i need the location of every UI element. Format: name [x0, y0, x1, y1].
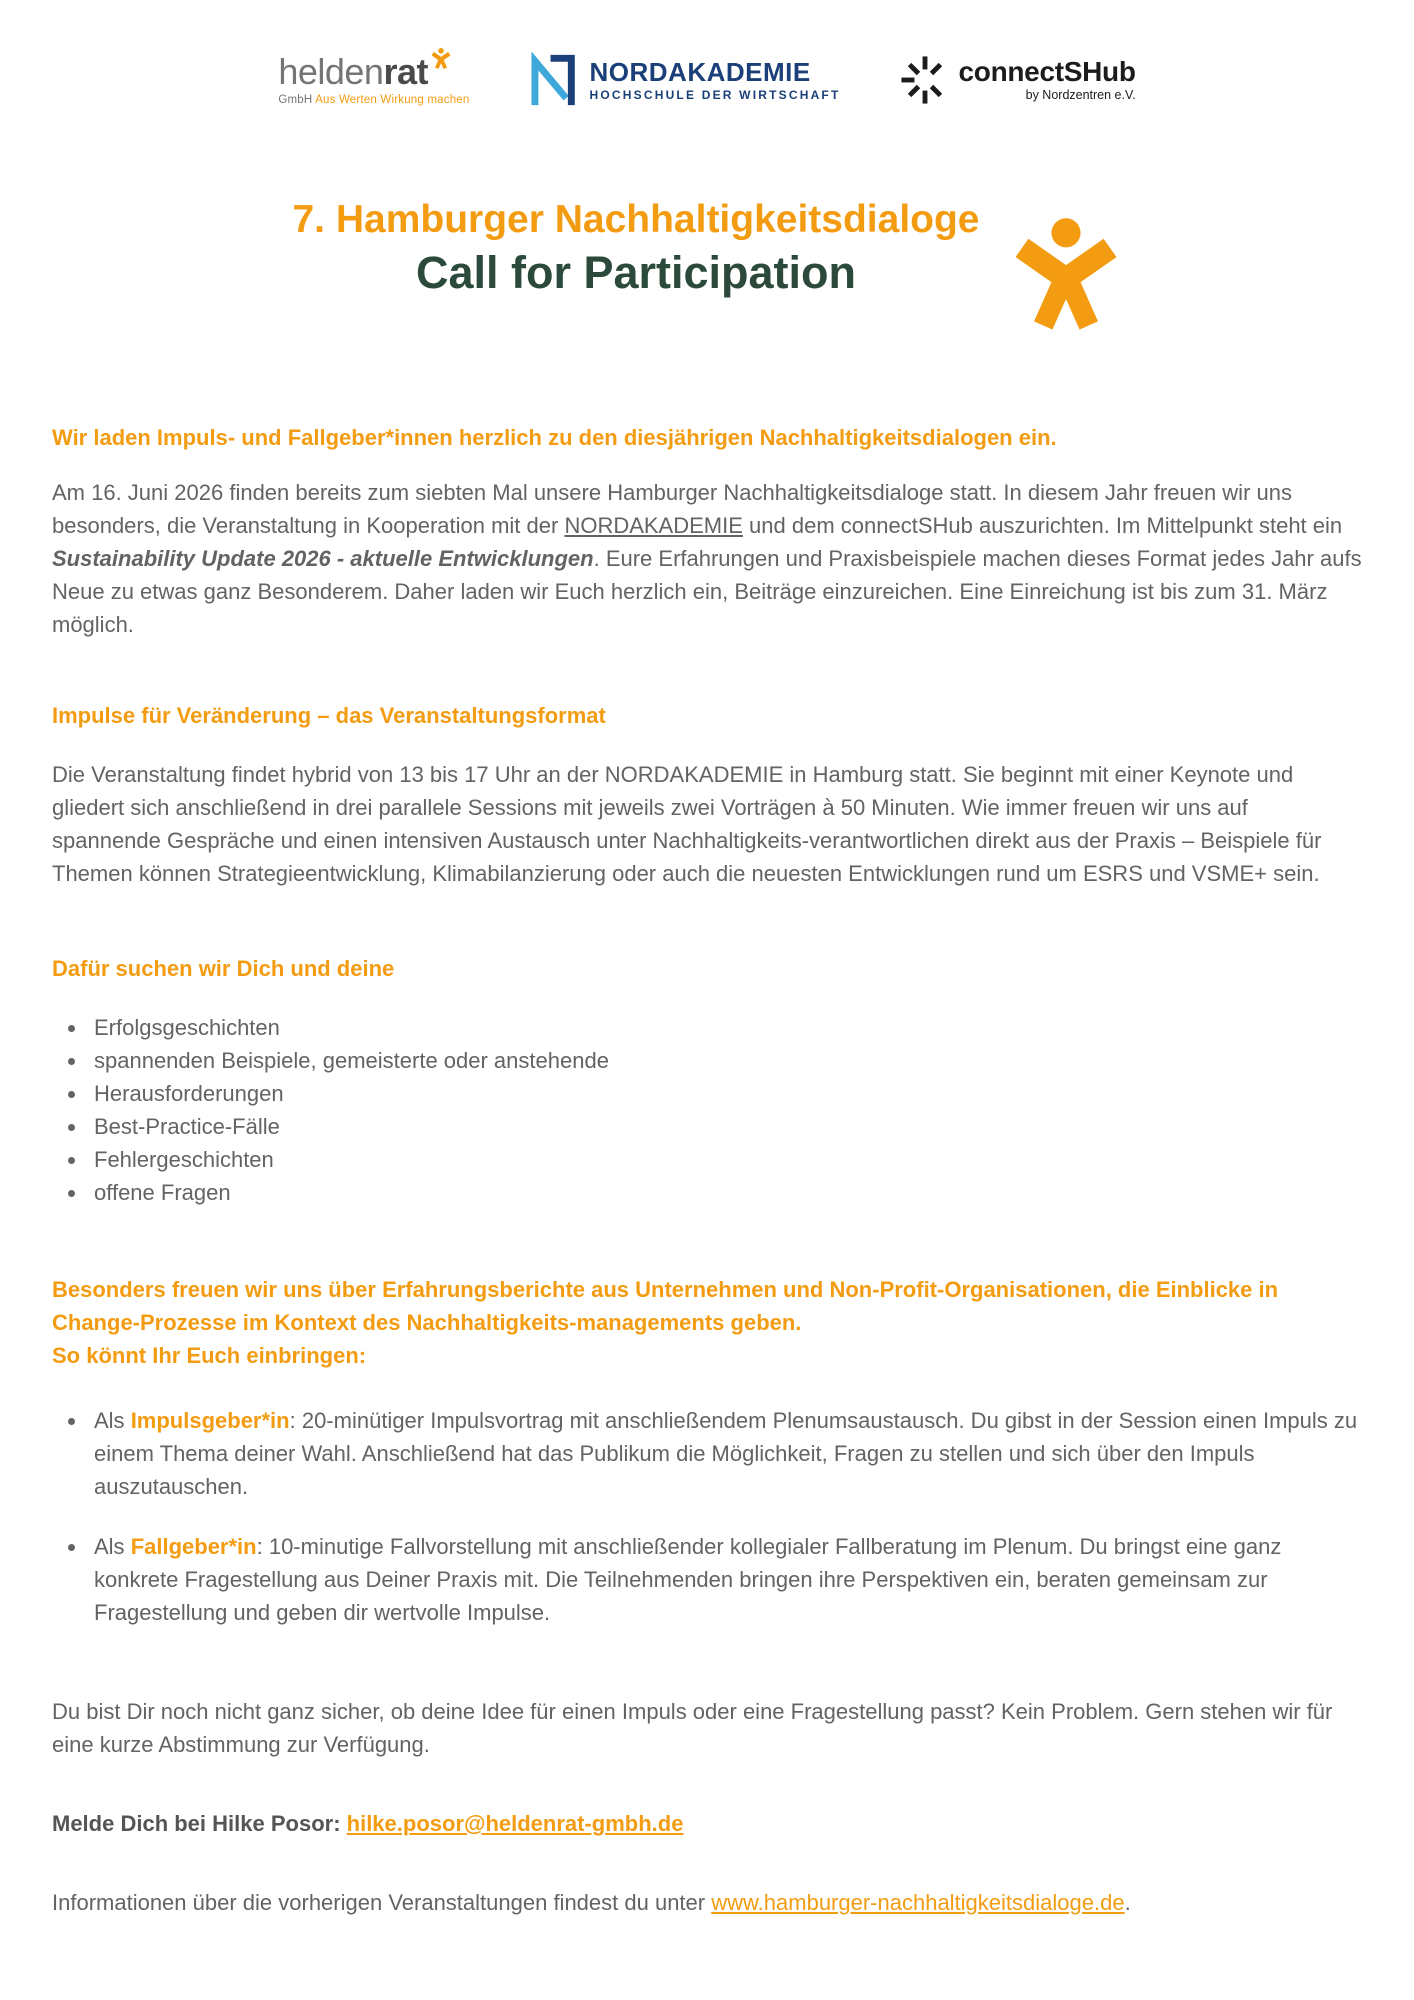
connectshub-logo: [899, 54, 1136, 106]
title-block: [0, 184, 1414, 301]
role-term-impulsgeber: Impulsgeber*in: [130, 1408, 290, 1433]
heldenrat-name-bold: rat: [383, 51, 428, 92]
seek-list: [52, 1011, 1362, 1209]
role-impulsgeber: [88, 1404, 1362, 1503]
list-item: • offene Fragen: [88, 1176, 1362, 1209]
document-body: [0, 421, 1414, 1919]
nordakademie-text: [590, 59, 841, 101]
connectshub-text: [959, 58, 1136, 102]
heldenrat-name-light: helden: [278, 51, 384, 92]
intro-focus-topic: Sustainability Update 2026 - aktuelle Entwicklungen: [52, 546, 594, 571]
list-item: • spannenden Beispiele, gemeisterte oder anstehende: [88, 1044, 1362, 1077]
contact-email-link[interactable]: hilke.posor@heldenrat-gmbh.de: [346, 1811, 684, 1836]
list-item: • Herausforderungen: [88, 1077, 1362, 1110]
intro-text-2: und dem connectSHub auszurichten. Im Mittelpunkt steht ein: [742, 513, 1343, 538]
heldenrat-wordmark: [278, 51, 452, 92]
page-title-line2: Call for Participation: [415, 246, 857, 298]
highlight-block: [52, 1273, 1362, 1372]
role-description: : 10-minutige Fallvorstellung mit anschließender kollegialer Fallberatung im Plenum. Du bringst eine ganz konkrete Fragestellung aus Deiner Praxis mit. Die Teilnehmenden bringen ihre Perspektiven ein, beraten gemeinsam zur Fragestellung und geben dir wertvolle Impulse.: [94, 1534, 1282, 1625]
nordakademie-logo: [528, 52, 841, 108]
connectshub-name: connectSHub: [958, 56, 1136, 88]
star-person-icon: [1010, 218, 1122, 335]
role-fallgeber: [88, 1530, 1362, 1629]
section-heading-format: Impulse für Veränderung – das Veranstaltungsformat: [52, 703, 606, 728]
intro-paragraph: [52, 476, 1362, 641]
highlight-line2: So könnt Ihr Euch einbringen:: [52, 1343, 367, 1368]
page-title-line1: 7. Hamburger Nachhaltigkeitsdialoge: [292, 198, 980, 241]
heldenrat-gmbh: GmbH: [278, 94, 313, 106]
info-period: .: [1124, 1890, 1131, 1915]
section-heading-seek: Dafür suchen wir Dich und deine: [52, 956, 395, 981]
list-item: • Erfolgsgeschichten: [88, 1011, 1362, 1044]
heldenrat-star-icon: [430, 48, 452, 70]
format-paragraph: Die Veranstaltung findet hybrid von 13 bis 17 Uhr an der NORDAKADEMIE in Hamburg statt. Sie beginnt mit einer Keynote und gliedert sich anschließend in drei parallele Sessions mit jeweils zwei Vorträgen à 50 Minuten. Wie immer freuen wir uns auf spannende Gespräche und einen intensiven Austausch unter Nachhaltigkeits-verantwortlichen direkt aus der Praxis – Beispiele für Themen können Strategieentwicklung, Klimabilanzierung oder auch die neuesten Entwicklungen rund um ESRS und VSME+ sein.: [52, 762, 1322, 886]
list-item: • Fehlergeschichten: [88, 1143, 1362, 1176]
closing-question: Du bist Dir noch nicht ganz sicher, ob deine Idee für einen Impuls oder eine Fragestellung passt? Kein Problem. Gern stehen wir für eine kurze Abstimmung zur Verfügung.: [52, 1699, 1333, 1757]
heldenrat-claim: Aus Werten Wirkung machen: [315, 94, 470, 106]
contact-label: Melde Dich bei Hilke Posor:: [52, 1811, 347, 1836]
nordakademie-name: NORDAKADEMIE: [589, 57, 811, 87]
role-prefix: Als: [94, 1408, 131, 1433]
titles: [292, 196, 979, 301]
intro-text-3: . Eure Erfahrungen und Praxisbeispiele machen dieses Format jedes Jahr aufs Neue zu etwas ganz Besonderem. Daher laden wir Euch herzlich ein, Beiträge einzureichen. Eine Einreichung ist bis zum 31. März möglich.: [52, 546, 1362, 637]
highlight-line1: Besonders freuen wir uns über Erfahrungsberichte aus Unternehmen und Non-Profit-Organisationen, die Einblicke in Change-Prozesse im Kontext des Nachhaltigkeits-managements geben.: [52, 1277, 1279, 1335]
logo-row: [0, 0, 1414, 122]
info-line: [52, 1886, 1362, 1919]
info-text: Informationen über die vorherigen Veranstaltungen findest du unter: [52, 1890, 712, 1915]
nordakademie-n-icon: [528, 52, 580, 108]
contact-line: [52, 1807, 1362, 1840]
role-term-fallgeber: Fallgeber*in: [130, 1534, 257, 1559]
heldenrat-subline: [278, 94, 469, 106]
intro-text-1: Am 16. Juni 2026 finden bereits zum siebten Mal unsere Hamburger Nachhaltigkeitsdialoge statt. In diesem Jahr freuen wir uns besonders, die Veranstaltung in Kooperation mit der: [52, 480, 1292, 538]
connectshub-asterisk-icon: [899, 54, 951, 106]
role-description: : 20-minütiger Impulsvortrag mit anschließendem Plenumsaustausch. Du gibst in der Session einen Impuls zu einem Thema deiner Wahl. Anschließend hat das Publikum die Möglichkeit, Fragen zu stellen und sich über den Impuls auszutauschen.: [94, 1408, 1358, 1499]
nordakademie-subtitle: HOCHSCHULE DER WIRTSCHAFT: [589, 88, 841, 102]
role-prefix: Als: [94, 1534, 131, 1559]
connectshub-subtitle: by Nordzentren e.V.: [1025, 88, 1136, 103]
lead-sentence: Wir laden Impuls- und Fallgeber*innen herzlich zu den diesjährigen Nachhaltigkeitsdialogen ein.: [52, 425, 1057, 450]
heldenrat-logo: [278, 51, 470, 106]
website-link[interactable]: www.hamburger-nachhaltigkeitsdialoge.de: [711, 1890, 1125, 1915]
roles-list: [52, 1404, 1362, 1629]
nordakademie-link[interactable]: NORDAKADEMIE: [564, 513, 743, 538]
list-item: • Best-Practice-Fälle: [88, 1110, 1362, 1143]
